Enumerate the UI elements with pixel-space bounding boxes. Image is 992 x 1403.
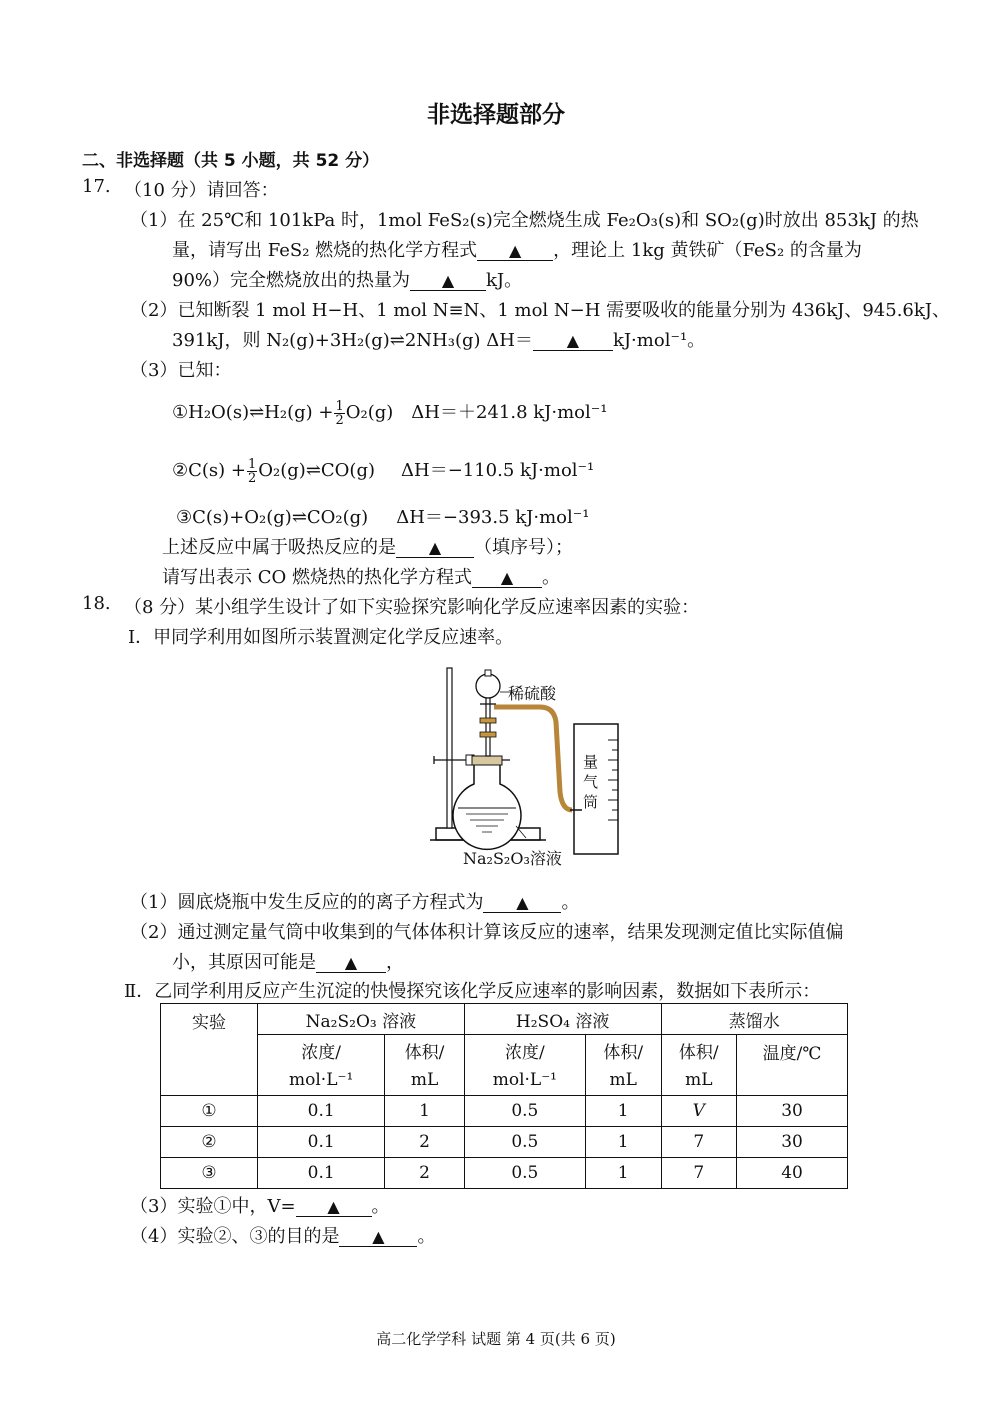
page-footer: 高二化学学科 试题 第 4 页(共 6 页) (376, 1330, 616, 1348)
table-subheader-unit: mL (385, 1065, 464, 1096)
table-cell: 0.1 (258, 1096, 385, 1127)
table-cell: V (661, 1096, 737, 1127)
q17-part1-line2: 量，请写出 FeS₂ 燃烧的热化学方程式▲ ，理论上 1kg 黄铁矿（FeS₂ 的含量为 (172, 236, 862, 262)
q18-number: 18. (82, 593, 111, 614)
table-cell: 1 (585, 1127, 661, 1158)
table-cell: 30 (737, 1096, 848, 1127)
table-cell: 2 (385, 1158, 464, 1189)
table-cell: 7 (661, 1158, 737, 1189)
q17-heading: （10 分）请回答： (124, 180, 279, 201)
answer-blank (472, 569, 542, 588)
q17-part2-line2: 391kJ，则 N₂(g)+3H₂(g)⇌2NH₃(g) ΔH＝▲ kJ·mol⁻¹。 (172, 326, 705, 352)
table-cell: 30 (737, 1127, 848, 1158)
figure-label-solution: Na₂S₂O₃溶液 (463, 849, 562, 868)
equation-3: ③C(s)+O₂(g)⇌CO₂(g) ΔH＝−393.5 kJ·mol⁻¹ (176, 507, 590, 528)
q17-number: 17. (82, 176, 111, 197)
table-subheader: 体积/ (385, 1035, 464, 1066)
table-cell: 0.1 (258, 1127, 385, 1158)
stopper (472, 756, 502, 765)
answer-blank (533, 332, 613, 351)
answer-blank (477, 242, 553, 261)
answer-blank (396, 539, 474, 558)
q18-sub2-line1: （2）通过测定量气筒中收集到的气体体积计算该反应的速率，结果发现测定值比实际值偏 (130, 922, 844, 943)
q18-sub3: （3）实验①中，V=▲ 。 (130, 1192, 390, 1218)
table-header-experiment: 实验 (161, 1004, 258, 1096)
answer-blank (339, 1228, 417, 1247)
table-subheader: 体积/ (661, 1035, 737, 1066)
table-cell: 0.5 (464, 1127, 585, 1158)
data-table (160, 1003, 848, 1189)
table-subheader-unit: mL (585, 1065, 661, 1096)
table-row (161, 1096, 848, 1127)
answer-blank (296, 1198, 372, 1217)
table-subheader: 体积/ (585, 1035, 661, 1066)
q18-part2-heading: Ⅱ．乙同学利用反应产生沉淀的快慢探究该化学反应速率的影响因素，数据如下表所示： (124, 981, 821, 1002)
table-cell: ② (161, 1127, 258, 1158)
q18-sub1: （1）圆底烧瓶中发生反应的的离子方程式为▲ 。 (130, 888, 579, 914)
equation-2: ②C(s) + $\frac{1}{2}$ O₂(g)⇌CO(g) ΔH＝−110.5 kJ·mol⁻¹ (172, 456, 595, 486)
section-heading: 二、非选择题（共 5 小题，共 52 分） (82, 151, 380, 171)
table-header-water: 蒸馏水 (661, 1004, 848, 1035)
q17-part3-label: （3）已知： (130, 360, 232, 381)
table-cell: 7 (661, 1127, 737, 1158)
q18-part1-heading: Ⅰ．甲同学利用如图所示装置测定化学反应速率。 (128, 627, 514, 648)
table-subheader: 浓度/ (464, 1035, 585, 1066)
table-subheader-unit: mol·L⁻¹ (464, 1065, 585, 1096)
table-subheader-unit: mol·L⁻¹ (258, 1065, 385, 1096)
round-bottom-flask (453, 764, 521, 849)
table-header-na2s2o3: Na₂S₂O₃ 溶液 (258, 1004, 465, 1035)
q17-part3-q2: 请写出表示 CO 燃烧热的热化学方程式▲ 。 (162, 563, 560, 589)
table-subheader: 浓度/ (258, 1035, 385, 1066)
table-cell: 0.5 (464, 1158, 585, 1189)
q17-part2-line1: （2）已知断裂 1 mol H−H、1 mol N≡N、1 mol N−H 需要吸收的能量分别为 436kJ、945.6kJ、 (130, 300, 951, 321)
table-cell: ③ (161, 1158, 258, 1189)
table-cell: 0.5 (464, 1096, 585, 1127)
q17-part1-line3: 90%）完全燃烧放出的热量为▲ kJ。 (172, 266, 522, 292)
table-cell: 2 (385, 1127, 464, 1158)
table-subheader-temp: 温度/℃ (737, 1035, 848, 1096)
table-header-h2so4: H₂SO₄ 溶液 (464, 1004, 661, 1035)
answer-blank (410, 272, 486, 291)
table-subheader-unit: mL (661, 1065, 737, 1096)
table-row (161, 1127, 848, 1158)
q17-part3-q1: 上述反应中属于吸热反应的是▲ （填序号）； (162, 533, 573, 559)
table-cell: 1 (385, 1096, 464, 1127)
q18-sub2-line2: 小，其原因可能是▲ ， (172, 948, 404, 974)
stand-rod (447, 668, 452, 828)
q17-part1-line1: （1）在 25℃和 101kPa 时，1mol FeS₂(s)完全燃烧生成 Fe₂O₃(s)和 SO₂(g)时放出 853kJ 的热 (130, 210, 919, 231)
figure-label-cylinder: 量 气 筒 (583, 753, 599, 811)
answer-blank (483, 894, 561, 913)
answer-blank (316, 954, 386, 973)
table-cell: 1 (585, 1096, 661, 1127)
table-cell: 0.1 (258, 1158, 385, 1189)
table-cell: ① (161, 1096, 258, 1127)
equation-1: ①H₂O(s)⇌H₂(g) + $\frac{1}{2}$ O₂(g) ΔH＝＋241.8 kJ·mol⁻¹ (172, 398, 608, 428)
fraction-half: $\frac{1}{2}$ (248, 456, 257, 486)
q18-sub4: （4）实验②、③的目的是▲ 。 (130, 1222, 435, 1248)
figure-label-acid: 稀硫酸 (508, 684, 557, 703)
q18-heading: （8 分）某小组学生设计了如下实验探究影响化学反应速率因素的实验： (124, 597, 700, 618)
table-cell: 40 (737, 1158, 848, 1189)
page-title: 非选择题部分 (427, 102, 565, 128)
table-row (161, 1158, 848, 1189)
table-cell: 1 (585, 1158, 661, 1189)
fraction-half: $\frac{1}{2}$ (335, 398, 344, 428)
